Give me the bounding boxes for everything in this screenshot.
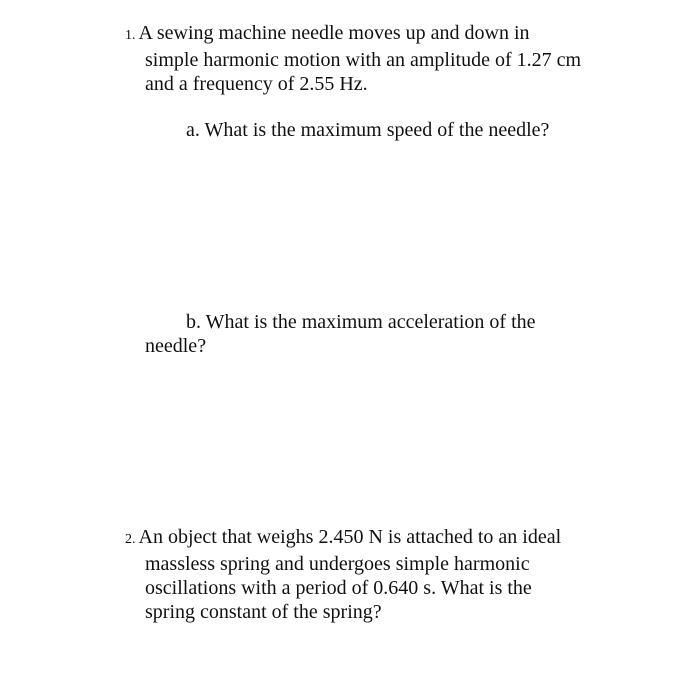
question-2-text-line-2: massless spring and undergoes simple harmonic	[145, 553, 530, 575]
question-1-part-b-text-line-1: b. What is the maximum acceleration of the	[186, 311, 536, 333]
question-1-number: 1.	[125, 28, 136, 43]
question-1-part-a	[186, 118, 549, 142]
question-2-text-line-3: oscillations with a period of 0.640 s. What is the	[145, 577, 532, 599]
question-1-part-b	[145, 310, 536, 358]
question-1	[125, 21, 605, 96]
question-2-text-line-4: spring constant of the spring?	[145, 601, 382, 623]
question-1-line-1	[125, 21, 605, 48]
question-1-part-a-text: a. What is the maximum speed of the needle?	[186, 119, 550, 141]
question-1-text-line-1: A sewing machine needle moves up and down in	[138, 22, 530, 44]
question-2	[125, 525, 605, 624]
question-1-text-line-2: simple harmonic motion with an amplitude of 1.27 cm	[145, 49, 582, 71]
question-2-number: 2.	[125, 532, 136, 547]
question-1-part-b-text-line-2: needle?	[145, 335, 207, 357]
question-2-line-1	[125, 525, 605, 552]
question-2-text-line-1: An object that weighs 2.450 N is attached to an ideal	[138, 526, 562, 548]
question-1-text-line-3: and a frequency of 2.55 Hz.	[145, 73, 368, 95]
